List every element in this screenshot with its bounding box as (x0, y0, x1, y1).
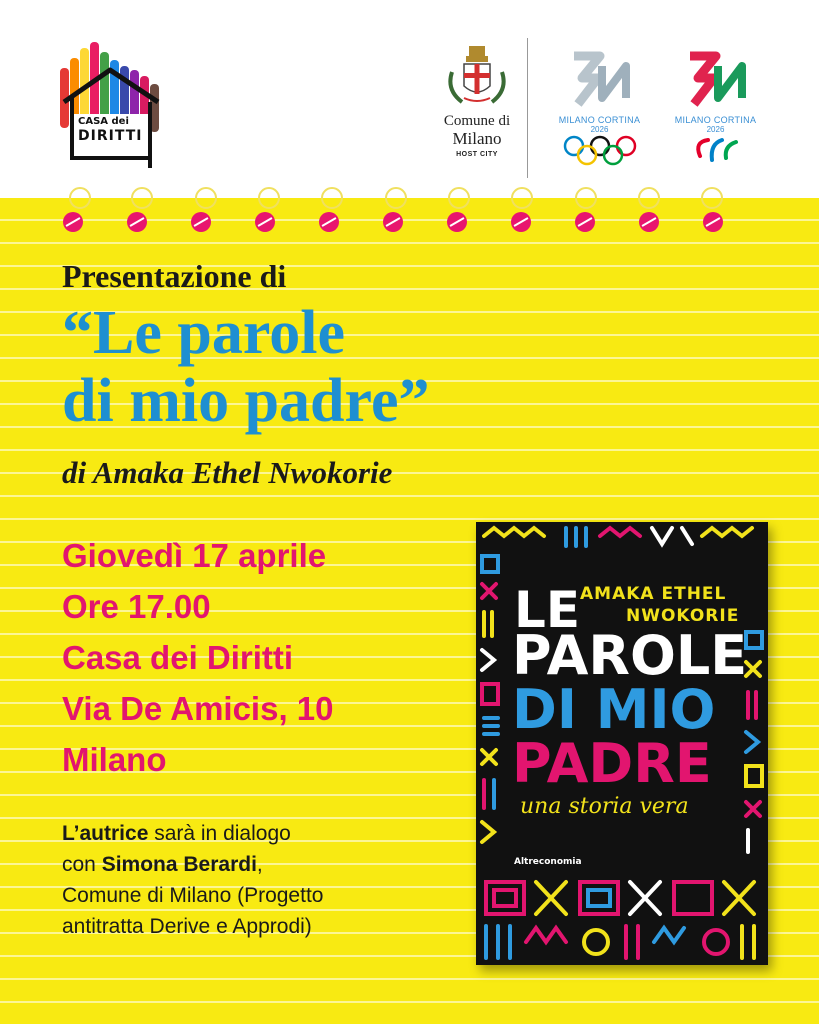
casa-dei-diritti-logo (58, 40, 168, 170)
milano-crest-icon (442, 42, 512, 108)
dialog-description (62, 818, 323, 942)
comune-di-milano-logo (440, 42, 514, 172)
notebook-ring (69, 187, 91, 209)
paralympics-year: 2026 (706, 125, 725, 134)
dialog-text1: sarà in dialogo (148, 822, 291, 845)
olympics-label: MILANO CORTINA (558, 115, 641, 125)
book-author-line2: NWOKORIE (626, 606, 740, 626)
book-cover (476, 522, 768, 965)
dialog-with: con (62, 853, 102, 876)
casa-logo-text-line2: DIRITTI (78, 128, 143, 144)
event-date: Giovedì 17 aprile (62, 537, 327, 574)
book-title-parole: PAROLE (512, 624, 748, 687)
casa-logo-text-line1: CASA dei (78, 116, 129, 127)
notebook-hole (383, 212, 403, 232)
agitos-icon (686, 134, 746, 168)
olympic-rings-icon (560, 134, 640, 168)
notebook-ring (385, 187, 407, 209)
notebook-hole (575, 212, 595, 232)
notebook-hole (319, 212, 339, 232)
dialog-subject: L’autrice (62, 822, 149, 845)
event-address: Via De Amicis, 10 (62, 690, 334, 727)
notebook-hole (191, 212, 211, 232)
logo-divider (527, 38, 528, 178)
paralympics-label: MILANO CORTINA (674, 115, 757, 125)
dialog-guest: Simona Berardi (101, 853, 257, 876)
olympics-year: 2026 (590, 125, 609, 134)
notebook-hole (639, 212, 659, 232)
notebook-hole (447, 212, 467, 232)
notebook-hole (127, 212, 147, 232)
milano-line1: Comune di (443, 113, 511, 129)
event-time: Ore 17.00 (62, 588, 211, 625)
paralympic-emblem-icon (658, 48, 773, 110)
book-title-dimio: DI MIO (512, 678, 716, 741)
book-author-line1: AMAKA ETHEL (580, 584, 727, 604)
olympics-logo (542, 48, 657, 173)
book-title-padre: PADRE (512, 732, 712, 795)
milano-line2: Milano (452, 129, 502, 148)
presentation-intro: Presentazione di (62, 258, 287, 294)
event-venue: Casa dei Diritti (62, 639, 294, 676)
author-line: di Amaka Ethel Nwokorie (62, 455, 393, 490)
notebook-ring (638, 187, 660, 209)
notebook-hole (255, 212, 275, 232)
paralympics-logo (658, 48, 773, 173)
notebook-ring (195, 187, 217, 209)
dialog-line3: Comune di Milano (Progetto (62, 884, 324, 907)
notebook-ring (511, 187, 533, 209)
notebook-ring (131, 187, 153, 209)
notebook-ring (701, 187, 723, 209)
host-city-label: HOST CITY (456, 151, 498, 158)
notebook-hole (511, 212, 531, 232)
notebook-hole (63, 212, 83, 232)
notebook-ring (448, 187, 470, 209)
event-city: Milano (62, 741, 167, 778)
dialog-comma: , (256, 853, 263, 876)
notebook-ring (575, 187, 597, 209)
notebook-ring (321, 187, 343, 209)
dialog-line4: antitratta Derive e Approdi) (62, 915, 312, 938)
event-details (62, 530, 334, 785)
olympic-emblem-icon (542, 48, 657, 110)
notebook-hole (703, 212, 723, 232)
book-title-line1: “Le parole (62, 299, 345, 367)
book-subtitle: una storia vera (520, 794, 689, 819)
book-title-le: LE (514, 581, 581, 639)
book-title-line2: di mio padre” (62, 367, 430, 435)
notebook-ring (258, 187, 280, 209)
book-publisher: Altreconomia (514, 857, 582, 867)
